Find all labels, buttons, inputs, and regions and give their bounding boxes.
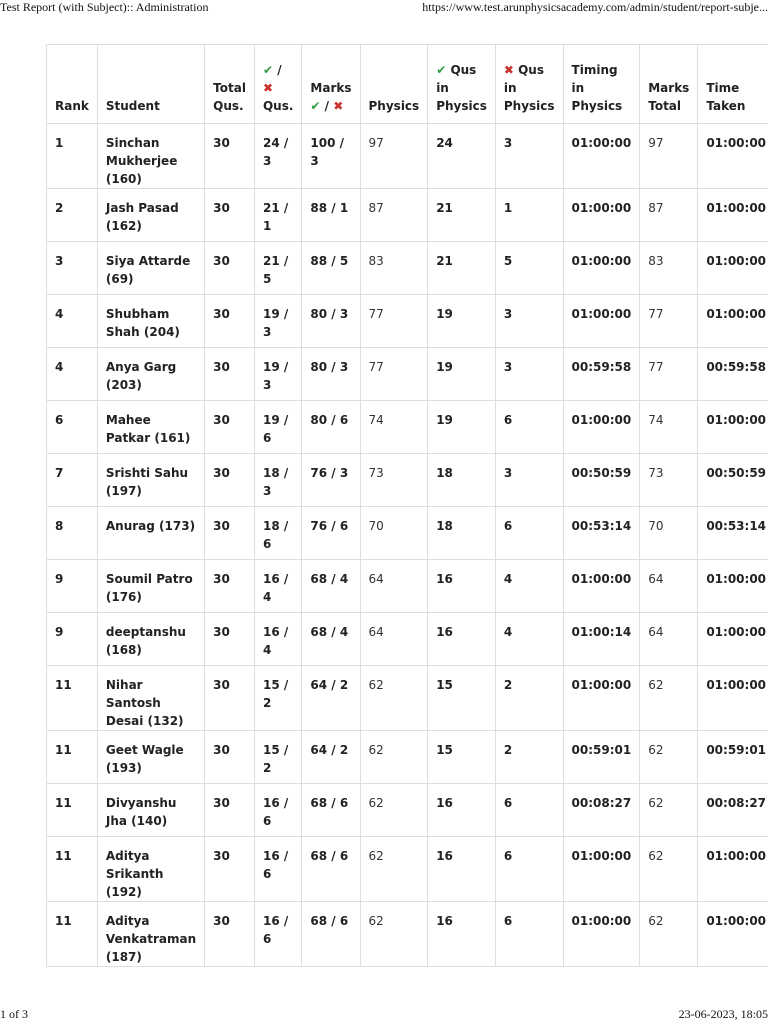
cell-correct-wrong-qus: 15 / 2	[254, 731, 301, 784]
cell-marks: 64 / 2	[302, 731, 360, 784]
cell-marks: 64 / 2	[302, 666, 360, 731]
table-row	[47, 837, 768, 902]
cell-time-taken: 01:00:00	[698, 837, 768, 902]
cell-timing-physics: 00:59:01	[563, 731, 640, 784]
cell-rank: 1	[47, 124, 98, 189]
header-wrong-qus-physics	[495, 45, 563, 124]
cell-physics: 62	[360, 837, 428, 902]
cell-physics: 74	[360, 401, 428, 454]
cell-marks: 68 / 6	[302, 784, 360, 837]
cell-student: Srishti Sahu (197)	[97, 454, 204, 507]
cell-wrong-physics: 3	[495, 454, 563, 507]
cell-rank: 4	[47, 348, 98, 401]
table-body	[47, 124, 768, 967]
cell-total-qus: 30	[205, 902, 255, 967]
cell-time-taken: 01:00:00	[698, 902, 768, 967]
cell-timing-physics: 01:00:00	[563, 560, 640, 613]
cell-time-taken: 00:50:59	[698, 454, 768, 507]
cell-marks: 88 / 5	[302, 242, 360, 295]
cell-time-taken: 00:59:58	[698, 348, 768, 401]
header-sep: /	[277, 63, 282, 77]
cell-timing-physics: 00:53:14	[563, 507, 640, 560]
cell-time-taken: 00:53:14	[698, 507, 768, 560]
cell-marks-total: 97	[640, 124, 698, 189]
cell-wrong-physics: 5	[495, 242, 563, 295]
cell-correct-wrong-qus: 18 / 6	[254, 507, 301, 560]
cell-physics: 62	[360, 731, 428, 784]
cell-student: Divyanshu Jha (140)	[97, 784, 204, 837]
cell-wrong-physics: 1	[495, 189, 563, 242]
cell-rank: 9	[47, 560, 98, 613]
cell-correct-wrong-qus: 16 / 6	[254, 902, 301, 967]
cell-rank: 6	[47, 401, 98, 454]
cell-marks-total: 62	[640, 666, 698, 731]
cell-rank: 7	[47, 454, 98, 507]
cross-icon: ✖	[333, 99, 344, 113]
cell-correct-physics: 19	[428, 348, 496, 401]
cell-correct-wrong-qus: 24 / 3	[254, 124, 301, 189]
cell-correct-physics: 15	[428, 666, 496, 731]
cell-marks: 80 / 3	[302, 348, 360, 401]
cell-physics: 70	[360, 507, 428, 560]
cell-correct-physics: 18	[428, 454, 496, 507]
cell-student: Jash Pasad (162)	[97, 189, 204, 242]
cell-total-qus: 30	[205, 560, 255, 613]
table-row	[47, 295, 768, 348]
header-marks-label: Marks	[310, 81, 352, 95]
cell-marks: 100 / 3	[302, 124, 360, 189]
cell-rank: 11	[47, 666, 98, 731]
cell-physics: 77	[360, 295, 428, 348]
cell-wrong-physics: 4	[495, 560, 563, 613]
cell-wrong-physics: 6	[495, 837, 563, 902]
table-row	[47, 666, 768, 731]
cell-marks: 80 / 3	[302, 295, 360, 348]
cross-icon: ✖	[262, 81, 274, 95]
header-marks-sep: /	[324, 99, 330, 113]
cell-total-qus: 30	[205, 189, 255, 242]
cell-wrong-physics: 3	[495, 348, 563, 401]
cell-marks-total: 77	[640, 295, 698, 348]
cell-physics: 97	[360, 124, 428, 189]
cell-timing-physics: 01:00:00	[563, 401, 640, 454]
cell-student: Aditya Venkatraman (187)	[97, 902, 204, 967]
table-header-row	[47, 45, 768, 124]
cell-correct-wrong-qus: 21 / 5	[254, 242, 301, 295]
cell-correct-wrong-qus: 19 / 3	[254, 295, 301, 348]
cell-rank: 8	[47, 507, 98, 560]
cell-wrong-physics: 6	[495, 507, 563, 560]
cell-marks-total: 62	[640, 731, 698, 784]
page-title: Test Report (with Subject):: Administration	[0, 0, 209, 14]
cell-total-qus: 30	[205, 837, 255, 902]
cell-time-taken: 01:00:00	[698, 189, 768, 242]
cell-time-taken: 01:00:00	[698, 124, 768, 189]
cell-marks: 68 / 6	[302, 902, 360, 967]
cell-correct-wrong-qus: 16 / 4	[254, 560, 301, 613]
cell-correct-physics: 16	[428, 613, 496, 666]
cell-correct-wrong-qus: 21 / 1	[254, 189, 301, 242]
cell-wrong-physics: 6	[495, 401, 563, 454]
cell-student: Nihar Santosh Desai (132)	[97, 666, 204, 731]
cell-marks-total: 62	[640, 902, 698, 967]
table-row	[47, 613, 768, 666]
cell-marks: 76 / 6	[302, 507, 360, 560]
cell-student: Sinchan Mukherjee (160)	[97, 124, 204, 189]
print-datetime: 23-06-2023, 18:05	[678, 1007, 768, 1021]
cell-rank: 11	[47, 837, 98, 902]
cell-rank: 4	[47, 295, 98, 348]
cell-correct-wrong-qus: 16 / 6	[254, 837, 301, 902]
cell-marks-total: 62	[640, 837, 698, 902]
cell-time-taken: 00:59:01	[698, 731, 768, 784]
cell-marks: 88 / 1	[302, 189, 360, 242]
cell-physics: 77	[360, 348, 428, 401]
page-url[interactable]: https://www.test.arunphysicsacademy.com/admin/student/report-subje...	[422, 0, 768, 14]
print-header	[0, 0, 768, 16]
cell-correct-physics: 16	[428, 560, 496, 613]
cell-timing-physics: 00:50:59	[563, 454, 640, 507]
cell-student: deeptanshu (168)	[97, 613, 204, 666]
header-correct-qus-physics-label: Qus in Physics	[436, 63, 487, 113]
cell-physics: 62	[360, 784, 428, 837]
header-qus-label: Qus.	[262, 99, 294, 113]
cell-marks-total: 77	[640, 348, 698, 401]
cell-correct-physics: 21	[428, 242, 496, 295]
table-row	[47, 507, 768, 560]
cell-marks: 68 / 6	[302, 837, 360, 902]
cell-wrong-physics: 6	[495, 784, 563, 837]
cell-correct-wrong-qus: 16 / 6	[254, 784, 301, 837]
cell-marks-total: 73	[640, 454, 698, 507]
cell-rank: 11	[47, 784, 98, 837]
cell-marks: 68 / 4	[302, 613, 360, 666]
cell-total-qus: 30	[205, 666, 255, 731]
report-table	[46, 44, 768, 967]
cell-total-qus: 30	[205, 124, 255, 189]
cell-timing-physics: 01:00:14	[563, 613, 640, 666]
page-number: 1 of 3	[0, 1007, 28, 1021]
cell-time-taken: 01:00:00	[698, 401, 768, 454]
cell-correct-wrong-qus: 16 / 4	[254, 613, 301, 666]
cell-correct-physics: 16	[428, 902, 496, 967]
cell-wrong-physics: 4	[495, 613, 563, 666]
cell-timing-physics: 01:00:00	[563, 124, 640, 189]
header-student: Student	[97, 45, 204, 124]
check-icon: ✔	[436, 63, 447, 77]
cell-timing-physics: 01:00:00	[563, 242, 640, 295]
cell-total-qus: 30	[205, 784, 255, 837]
cell-marks-total: 74	[640, 401, 698, 454]
cell-correct-physics: 16	[428, 784, 496, 837]
cell-wrong-physics: 3	[495, 124, 563, 189]
cell-timing-physics: 01:00:00	[563, 902, 640, 967]
cell-time-taken: 01:00:00	[698, 242, 768, 295]
cell-correct-wrong-qus: 19 / 3	[254, 348, 301, 401]
cell-total-qus: 30	[205, 731, 255, 784]
cell-student: Aditya Srikanth (192)	[97, 837, 204, 902]
cell-time-taken: 01:00:00	[698, 295, 768, 348]
table-row	[47, 784, 768, 837]
table-row	[47, 902, 768, 967]
header-correct-qus-physics	[428, 45, 496, 124]
cell-correct-physics: 15	[428, 731, 496, 784]
cell-student: Mahee Patkar (161)	[97, 401, 204, 454]
cell-marks-total: 64	[640, 613, 698, 666]
cell-rank: 2	[47, 189, 98, 242]
cell-timing-physics: 00:08:27	[563, 784, 640, 837]
cell-wrong-physics: 6	[495, 902, 563, 967]
cell-total-qus: 30	[205, 348, 255, 401]
table-row	[47, 454, 768, 507]
cell-correct-wrong-qus: 15 / 2	[254, 666, 301, 731]
cell-timing-physics: 01:00:00	[563, 666, 640, 731]
header-timing-physics: Timing in Physics	[563, 45, 640, 124]
table-row	[47, 401, 768, 454]
cell-total-qus: 30	[205, 454, 255, 507]
cell-time-taken: 01:00:00	[698, 666, 768, 731]
header-correct-wrong-qus	[254, 45, 301, 124]
cell-timing-physics: 00:59:58	[563, 348, 640, 401]
cell-total-qus: 30	[205, 242, 255, 295]
cell-rank: 3	[47, 242, 98, 295]
check-icon: ✔	[262, 63, 274, 77]
table-row	[47, 560, 768, 613]
cell-physics: 87	[360, 189, 428, 242]
header-marks	[302, 45, 360, 124]
cell-physics: 64	[360, 613, 428, 666]
cell-total-qus: 30	[205, 507, 255, 560]
header-rank: Rank	[47, 45, 98, 124]
cell-total-qus: 30	[205, 401, 255, 454]
cell-time-taken: 01:00:00	[698, 613, 768, 666]
cell-marks-total: 64	[640, 560, 698, 613]
cell-timing-physics: 01:00:00	[563, 295, 640, 348]
cell-marks: 80 / 6	[302, 401, 360, 454]
cell-marks: 76 / 3	[302, 454, 360, 507]
cell-wrong-physics: 2	[495, 731, 563, 784]
cell-correct-wrong-qus: 19 / 6	[254, 401, 301, 454]
cell-correct-physics: 18	[428, 507, 496, 560]
cell-student: Siya Attarde (69)	[97, 242, 204, 295]
cell-student: Anurag (173)	[97, 507, 204, 560]
header-marks-total: Marks Total	[640, 45, 698, 124]
cell-wrong-physics: 3	[495, 295, 563, 348]
cross-icon: ✖	[503, 63, 514, 77]
cell-marks-total: 87	[640, 189, 698, 242]
cell-timing-physics: 01:00:00	[563, 837, 640, 902]
header-time-taken: Time Taken	[698, 45, 768, 124]
cell-student: Shubham Shah (204)	[97, 295, 204, 348]
header-wrong-qus-physics-label: Qus in Physics	[503, 63, 555, 113]
cell-physics: 62	[360, 666, 428, 731]
cell-rank: 11	[47, 902, 98, 967]
table-row	[47, 189, 768, 242]
cell-student: Anya Garg (203)	[97, 348, 204, 401]
cell-marks-total: 62	[640, 784, 698, 837]
cell-total-qus: 30	[205, 613, 255, 666]
cell-rank: 11	[47, 731, 98, 784]
cell-time-taken: 01:00:00	[698, 560, 768, 613]
cell-student: Geet Wagle (193)	[97, 731, 204, 784]
check-icon: ✔	[310, 99, 321, 113]
cell-correct-wrong-qus: 18 / 3	[254, 454, 301, 507]
cell-student: Soumil Patro (176)	[97, 560, 204, 613]
table-row	[47, 348, 768, 401]
cell-marks-total: 70	[640, 507, 698, 560]
header-physics: Physics	[360, 45, 428, 124]
cell-correct-physics: 21	[428, 189, 496, 242]
table-row	[47, 124, 768, 189]
cell-physics: 83	[360, 242, 428, 295]
cell-wrong-physics: 2	[495, 666, 563, 731]
cell-marks-total: 83	[640, 242, 698, 295]
cell-total-qus: 30	[205, 295, 255, 348]
cell-physics: 62	[360, 902, 428, 967]
cell-rank: 9	[47, 613, 98, 666]
cell-marks: 68 / 4	[302, 560, 360, 613]
cell-correct-physics: 19	[428, 401, 496, 454]
cell-physics: 73	[360, 454, 428, 507]
cell-time-taken: 00:08:27	[698, 784, 768, 837]
cell-correct-physics: 24	[428, 124, 496, 189]
table-row	[47, 731, 768, 784]
cell-correct-physics: 19	[428, 295, 496, 348]
cell-physics: 64	[360, 560, 428, 613]
header-total-qus: Total Qus.	[205, 45, 255, 124]
print-footer	[0, 1008, 768, 1024]
table-row	[47, 242, 768, 295]
cell-timing-physics: 01:00:00	[563, 189, 640, 242]
cell-correct-physics: 16	[428, 837, 496, 902]
